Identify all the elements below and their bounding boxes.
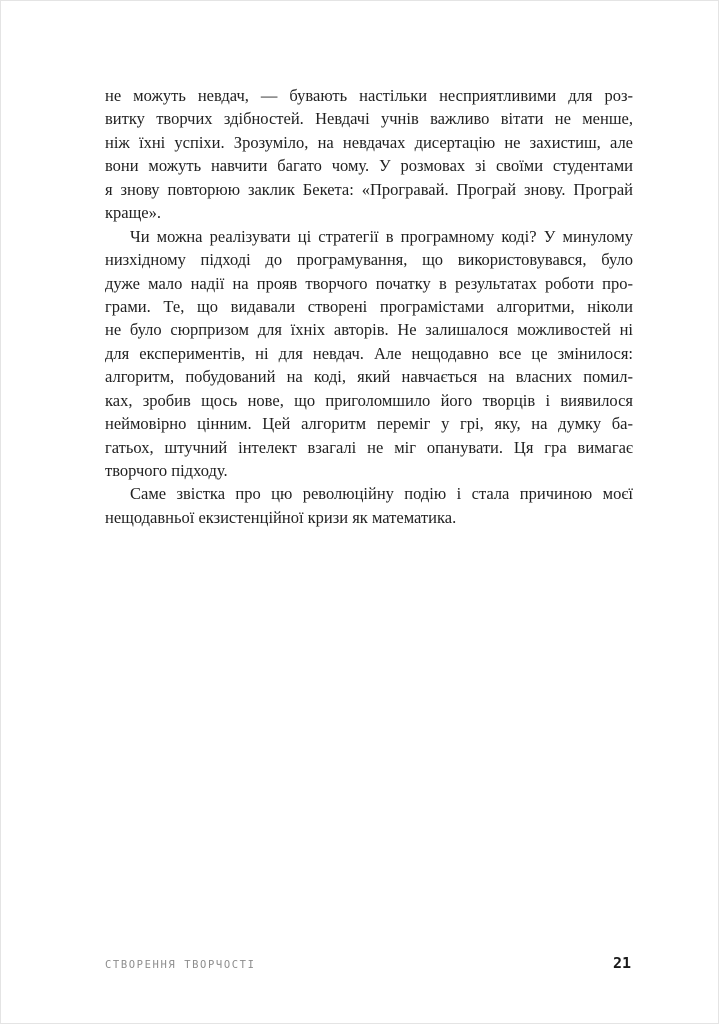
text-line: нещодавньої екзистенційної кризи як математика. bbox=[105, 507, 457, 527]
text-line: витку творчих здібностей. Невдачі учнів важливо вітати не менше, bbox=[105, 109, 633, 129]
text-line: для експериментів, ні для невдач. Але нещодавно все це змінилося: bbox=[105, 343, 633, 363]
paragraph bbox=[105, 225, 633, 483]
text-line: краще». bbox=[105, 203, 161, 223]
text-line: грами. Те, що видавали створені програмістами алгоритми, ніколи bbox=[105, 296, 633, 316]
text-line: алгоритм, побудований на коді, який навчається на власних помил- bbox=[105, 367, 633, 387]
text-line: Чи можна реалізувати ці стратегії в програмному коді? У минулому bbox=[130, 226, 633, 246]
page-footer bbox=[105, 954, 631, 972]
text-line: гатьох, штучний інтелект взагалі не міг опанувати. Ця гра вимагає bbox=[105, 437, 633, 457]
text-line: я знову повторюю заклик Бекета: «Програвай. Програй знову. Програй bbox=[105, 179, 633, 199]
text-line: вони можуть навчити багато чому. У розмовах зі своїми студентами bbox=[105, 156, 633, 176]
text-line: дуже мало надії на прояв творчого початку в результатах роботи про- bbox=[105, 273, 633, 293]
paragraph bbox=[105, 84, 633, 225]
running-title: СТВОРЕННЯ ТВОРЧОСТІ bbox=[105, 959, 256, 971]
text-line: неймовірно цінним. Цей алгоритм переміг у грі, яку, на думку ба- bbox=[105, 414, 633, 434]
text-line: ніж їхні успіхи. Зрозуміло, на невдачах дисертацію не захистиш, але bbox=[105, 132, 633, 152]
paragraph bbox=[105, 482, 633, 529]
page-number: 21 bbox=[612, 954, 631, 972]
text-line: творчого підходу. bbox=[105, 461, 228, 480]
text-line: низхідному підході до програмування, що використовувався, було bbox=[105, 250, 633, 270]
text-line: не можуть невдач, — бувають настільки несприятливими для роз- bbox=[105, 86, 633, 105]
text-line: ках, зробив щось нове, що приголомшило його творців і виявилося bbox=[105, 390, 633, 410]
text-line: не було сюрпризом для їхніх авторів. Не залишалося можливостей ні bbox=[105, 320, 633, 340]
body-text bbox=[105, 84, 633, 529]
text-line: Саме звістка про цю революційну подію і стала причиною моєї bbox=[130, 484, 633, 504]
